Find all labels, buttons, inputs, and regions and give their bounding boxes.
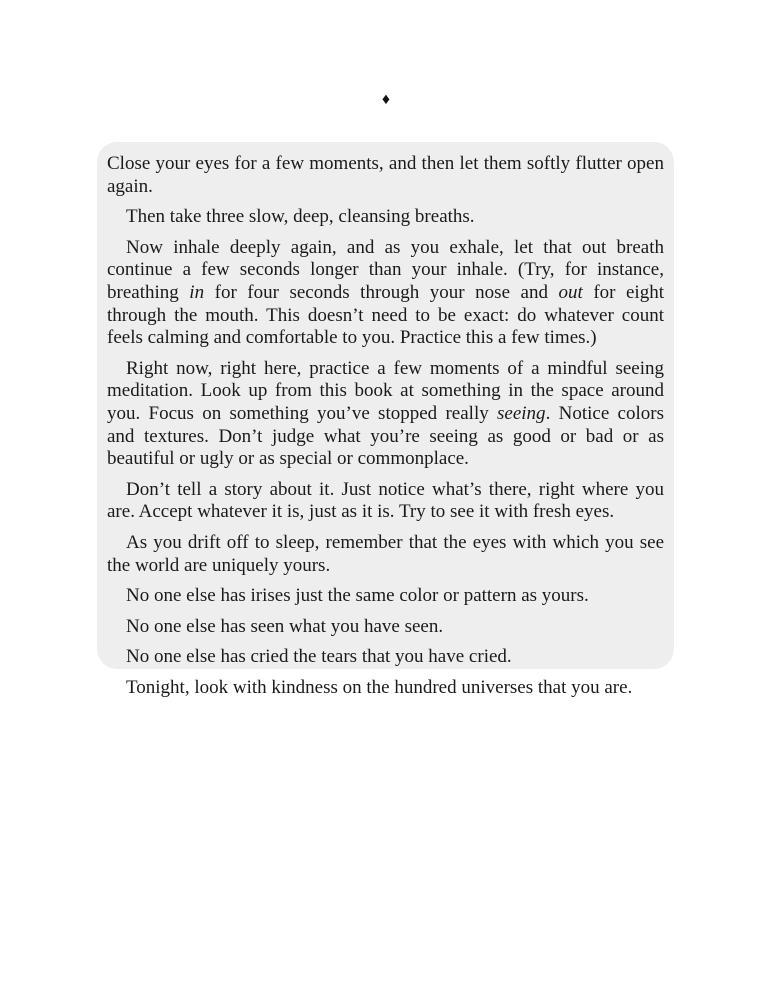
paragraph-inhale-exhale xyxy=(107,237,664,350)
paragraph-text: for four seconds through your nose and xyxy=(204,281,559,303)
paragraph-seen: No one else has seen what you have seen. xyxy=(126,615,444,637)
paragraph-text: Right now, right here, practice a few moments of a mindful seeing meditation. Look up from this book at something in the space around you. Focus on something you’ve stopped really xyxy=(107,357,664,424)
meditation-panel xyxy=(97,142,674,698)
paragraph-irises: No one else has irises just the same color or pattern as yours. xyxy=(126,585,589,607)
emphasis-out: out xyxy=(558,281,583,303)
paragraph-kindness: Tonight, look with kindness on the hundred universes that you are. xyxy=(126,676,633,698)
paragraph-close-eyes: Close your eyes for a few moments, and then let them softly flutter open again. xyxy=(107,153,664,197)
paragraph-no-story: Don’t tell a story about it. Just notice what’s there, right where you are. Accept whatever it is, just as it is. Try to see it with fresh eyes. xyxy=(107,478,664,523)
paragraph-drift-to-sleep: As you drift off to sleep, remember that the eyes with which you see the world are uniquely yours. xyxy=(107,531,664,576)
emphasis-in: in xyxy=(189,281,205,303)
paragraph-text: Now inhale deeply again, and as you exhale, let that out breath continue a few seconds longer than your inhale. (Try, for instance, breathing xyxy=(107,236,664,303)
emphasis-seeing: seeing xyxy=(497,402,546,424)
section-ornament: ♦ xyxy=(381,91,391,108)
paragraph-three-breaths: Then take three slow, deep, cleansing breaths. xyxy=(126,206,475,228)
paragraph-mindful-seeing xyxy=(107,358,664,471)
paragraph-text: . Notice colors and textures. Don’t judge what you’re seeing as good or bad or as beautiful or ugly or as special or commonplace. xyxy=(107,402,664,470)
paragraph-text: for eight through the mouth. This doesn’t need to be exact: do whatever count feels calming and comfortable to you. Practice this a few times.) xyxy=(107,281,664,349)
paragraph-tears: No one else has cried the tears that you have cried. xyxy=(126,646,512,668)
